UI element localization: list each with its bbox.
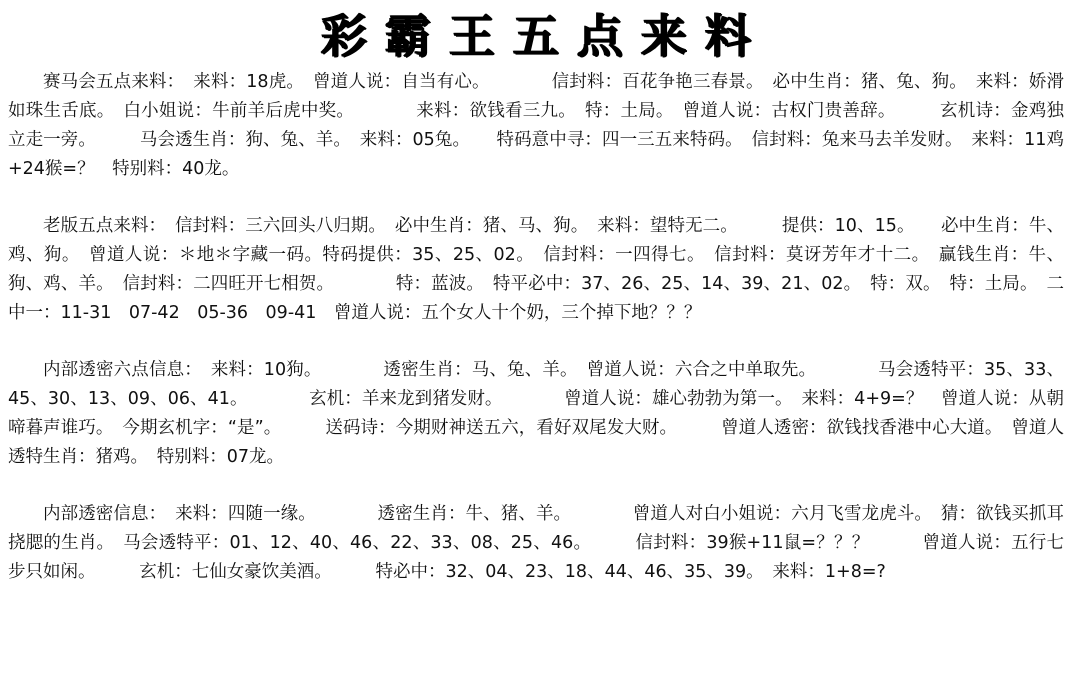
- section-text: 赛马会五点来料： 来料：18虎。 曾道人说：自当有心。 信封料：百花争艳三春景。 必中生肖：猪、兔、狗。 来料：娇滑如珠生舌底。 白小姐说：牛前羊后虎中奖。 来料：欲钱看三九。 特：土局。 曾道人说：古权门贵善辞。 玄机诗：金鸡独立走一旁。 马会透生肖：狗、兔、羊。 来料：05兔。 特码意中寻：四一三五来特码。 信封料：兔来马去羊发财。 来料：11鸡+24猴=？ 特别料：40龙。: [8, 72, 1064, 179]
- section-saima-five-point: [8, 68, 1064, 184]
- section-old-version-five-point: [8, 212, 1064, 328]
- page-title: 彩霸王五点来料: [321, 9, 769, 63]
- section-text: 内部透密六点信息： 来料：10狗。 透密生肖：马、兔、羊。 曾道人说：六合之中单取先。 马会透特平：35、33、45、30、13、09、06、41。 玄机：羊来龙到猪发财。 曾道人说：雄心勃勃为第一。 来料：4+9=？ 曾道人说：从朝啼暮声谁巧。 今期玄机字：“是”。 送码诗：今期财神送五六，看好双尾发大财。 曾道人透密：欲钱找香港中心大道。 曾道人透特生肖：猪鸡。 特别料：07龙。: [8, 360, 1064, 467]
- section-text: 老版五点来料： 信封料：三六回头八归期。 必中生肖：猪、马、狗。 来料：望特无二。 提供：10、15。 必中生肖：牛、鸡、狗。 曾道人说：＊地＊字藏一码。特码提供：35、25、02。 信封料：一四得七。 信封料：莫讶芳年才十二。 赢钱生肖：牛、狗、鸡、羊。 信封料：二四旺开七相贺。 特：蓝波。 特平必中：37、26、25、14、39、21、02。 特：双。 特：土局。 二中一：11-31 07-42 05-36 09-41 曾道人说：五个女人十个奶，三个掉下地？？？: [8, 216, 1064, 323]
- section-internal-six-point: [8, 356, 1064, 472]
- section-text: 内部透密信息： 来料：四随一缘。 透密生肖：牛、猪、羊。 曾道人对白小姐说：六月飞雪龙虎斗。 猜：欲钱买抓耳挠腮的生肖。 马会透特平：01、12、40、46、22、33、08、25、46。 信封料：39猴+11鼠=？？？ 曾道人说：五行七步只如闲。 玄机：七仙女豪饮美酒。 特必中：32、04、23、18、44、46、35、39。 来料：1+8=?: [8, 504, 1064, 582]
- section-internal-info: [8, 500, 1064, 587]
